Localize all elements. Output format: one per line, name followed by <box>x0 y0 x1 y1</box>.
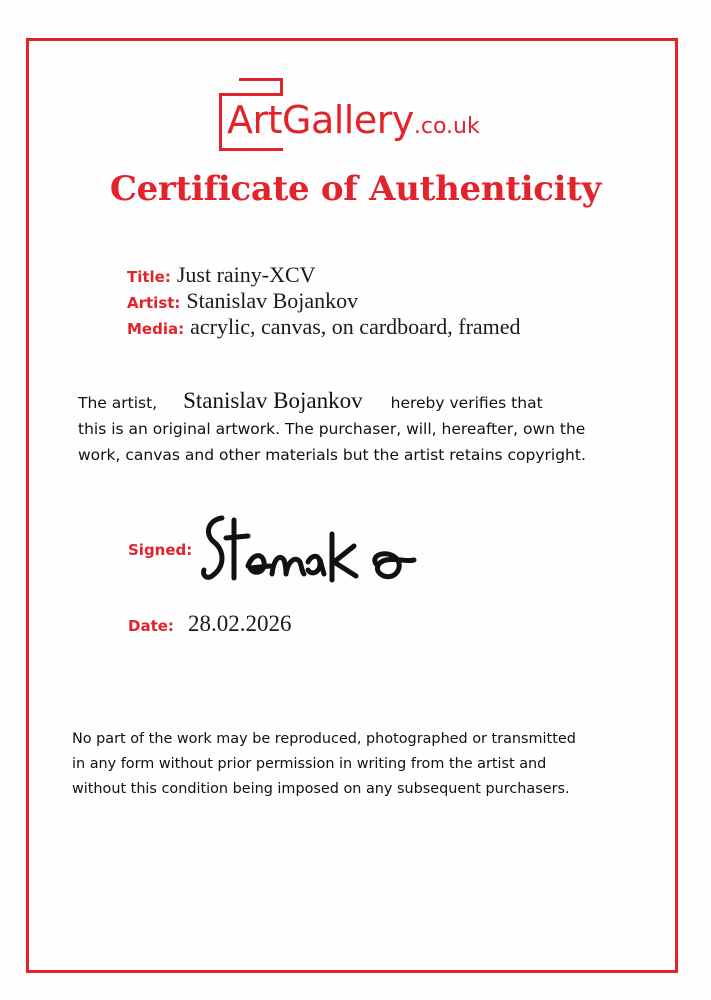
handwritten-signature <box>200 510 420 590</box>
statement-prefix: The artist, <box>78 394 158 412</box>
statement-suffix: hereby verifies that <box>390 394 543 412</box>
signed-label: Signed: <box>128 541 193 559</box>
notice-line: No part of the work may be reproduced, photographed or transmitted <box>72 731 576 747</box>
logo-text <box>227 95 480 152</box>
field-label: Artist: <box>127 294 181 312</box>
statement-line: work, canvas and other materials but the artist retains copyright. <box>78 446 586 464</box>
field-value: Stanislav Bojankov <box>186 288 359 313</box>
statement-line: this is an original artwork. The purchaser, will, hereafter, own the <box>78 420 586 438</box>
logo-domain: .co.uk <box>413 114 480 139</box>
certificate-title: Certificate of Authenticity <box>109 169 602 209</box>
logo-frame-top <box>239 78 283 81</box>
logo-name: ArtGallery <box>227 98 414 142</box>
date-value: 28.02.2026 <box>188 611 292 636</box>
field-value: acrylic, canvas, on cardboard, framed <box>190 314 521 339</box>
field-title <box>127 262 316 288</box>
verification-statement <box>78 388 638 468</box>
copyright-notice <box>72 727 652 802</box>
statement-line <box>78 388 638 416</box>
statement-artist-name: Stanislav Bojankov <box>183 388 363 413</box>
field-label: Title: <box>127 268 171 286</box>
field-value: Just rainy-XCV <box>176 262 316 287</box>
notice-line: without this condition being imposed on any subsequent purchasers. <box>72 781 570 797</box>
notice-line: in any form without prior permission in writing from the artist and <box>72 756 547 772</box>
logo-frame-corner <box>280 78 283 96</box>
field-artist <box>127 288 358 314</box>
field-media <box>127 314 521 340</box>
field-label: Media: <box>127 320 185 338</box>
date-label: Date: <box>128 617 174 635</box>
